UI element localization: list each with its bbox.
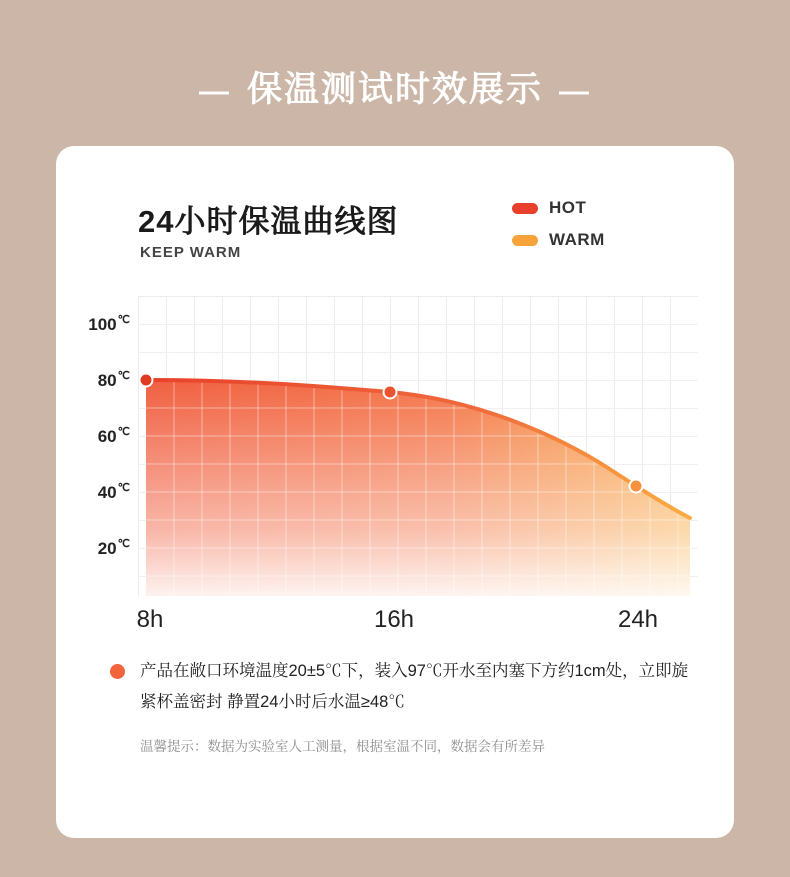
page-title-text: 保温测试时效展示 bbox=[246, 70, 543, 109]
page-title bbox=[0, 62, 790, 112]
data-point-marker bbox=[140, 374, 153, 387]
curve-svg bbox=[138, 296, 698, 596]
chart-subtitle: KEEP WARM bbox=[140, 244, 242, 261]
y-axis bbox=[56, 296, 136, 596]
note-main-text: 产品在敞口环境温度20±5℃下，装入97℃开水至内塞下方约1cm处，立即旋紧杯盖密封 静置24小时后水温≥48℃ bbox=[140, 662, 689, 711]
legend-label-warm: WARM bbox=[549, 230, 605, 249]
chart-title: 24小时保温曲线图 bbox=[138, 204, 399, 239]
y-tick: 60℃ bbox=[97, 426, 130, 446]
x-tick: 8h bbox=[136, 606, 164, 633]
chart-plot-area bbox=[56, 296, 734, 633]
legend-item-hot bbox=[512, 198, 672, 218]
title-dash-left: — bbox=[198, 74, 231, 108]
temperature-curve-chart bbox=[138, 296, 698, 596]
y-tick: 20℃ bbox=[97, 538, 130, 558]
title-dash-right: — bbox=[559, 74, 591, 108]
y-tick: 80℃ bbox=[97, 370, 130, 390]
legend-swatch-warm bbox=[512, 235, 538, 246]
legend-label-hot: HOT bbox=[549, 198, 587, 217]
data-point-marker bbox=[384, 386, 397, 399]
x-axis bbox=[138, 596, 698, 642]
bullet-icon bbox=[110, 664, 125, 679]
x-tick: 24h bbox=[617, 606, 659, 633]
legend-swatch-hot bbox=[512, 203, 538, 214]
y-tick: 40℃ bbox=[97, 482, 130, 502]
data-point-marker bbox=[630, 480, 643, 493]
chart-legend bbox=[512, 198, 672, 262]
note-main bbox=[110, 656, 694, 718]
legend-item-warm bbox=[512, 230, 672, 250]
x-tick: 16h bbox=[373, 606, 415, 633]
note-sub: 温馨提示：数据为实验室人工测量，根据室温不同，数据会有所差异 bbox=[140, 739, 545, 754]
chart-card bbox=[56, 146, 734, 838]
notes-section bbox=[56, 656, 734, 758]
curve-area-fade bbox=[146, 380, 690, 596]
y-tick: 100℃ bbox=[88, 314, 130, 334]
